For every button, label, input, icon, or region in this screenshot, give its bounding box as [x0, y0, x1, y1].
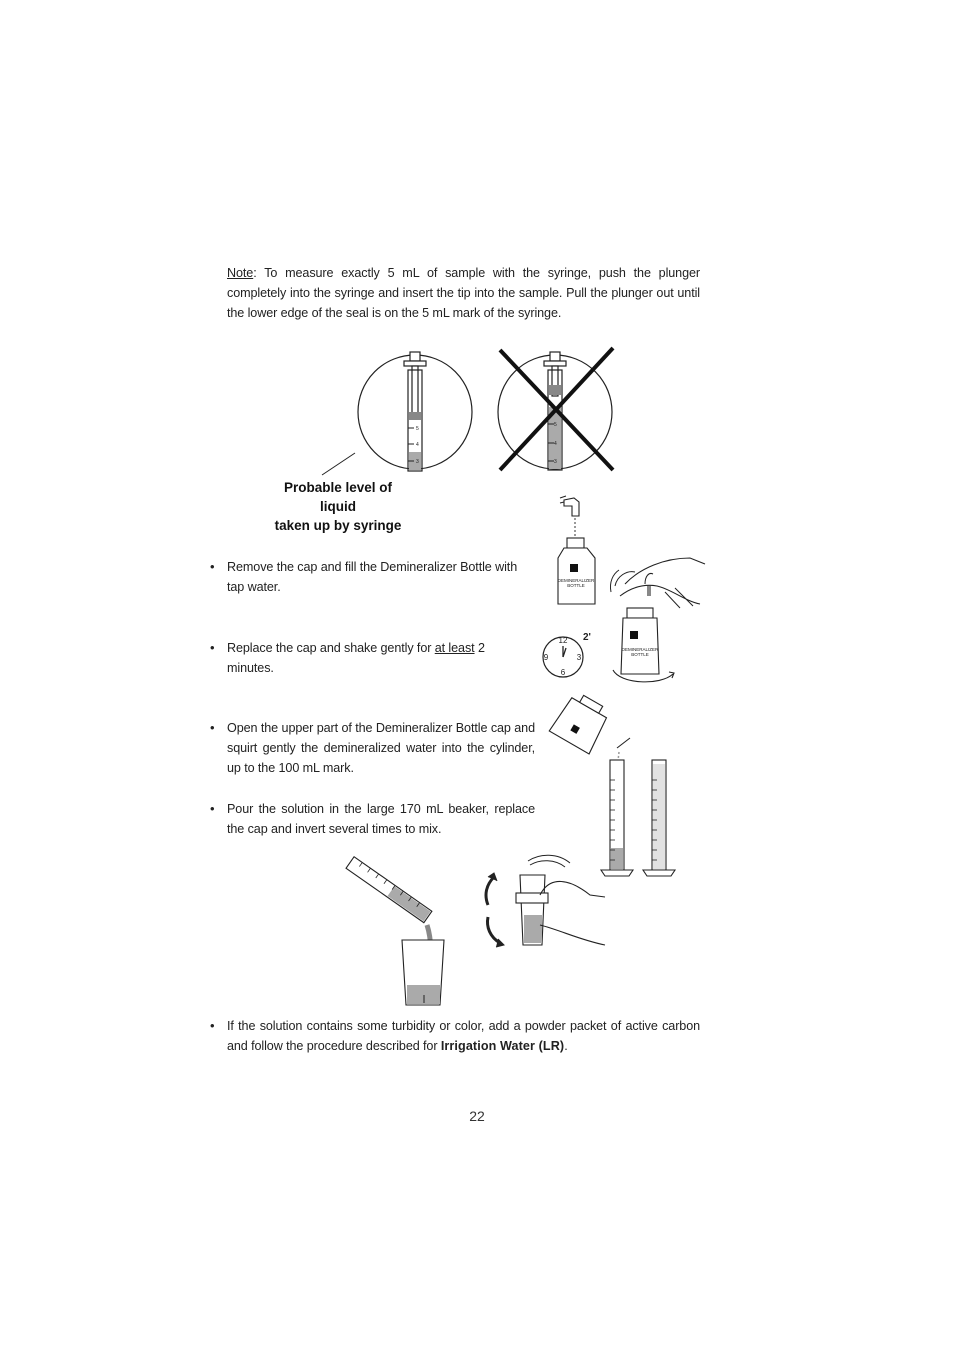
syringe-x-mark-4: 4 [554, 441, 557, 447]
step-2-before: Replace the cap and shake gently for [227, 641, 435, 655]
clock-duration: 2' [583, 632, 591, 643]
tap-filling-bottle-illustration [552, 494, 607, 606]
pour-into-beaker-illustration [332, 845, 452, 1010]
step-1-text: Remove the cap and fill the Demineralizer Bottle with tap water. [227, 560, 518, 594]
clock-6: 6 [560, 668, 566, 677]
syringe-mark-5: 5 [416, 426, 419, 432]
bottle-label-1: DEMINERALIZER [557, 578, 595, 583]
step-2-underline: at least [434, 641, 475, 655]
syringe-mark-3: 3 [416, 459, 419, 465]
note-text: : To measure exactly 5 mL of sample with the syringe, push the plunger completely into the syringe and insert the tip into the sample. Pull the plunger out until the lower edge of the seal is on the 5 mL mark of the syringe. [227, 266, 700, 320]
bottle-label-2: BOTTLE [567, 583, 585, 588]
clock-icon [536, 632, 596, 678]
step-3-text: Open the upper part of the Demineralizer Bottle cap and squirt gently the demineralized water into the cylinder, up to the 100 mL mark. [227, 721, 535, 775]
bottle-shake-label-1: DEMINERALIZER [621, 647, 659, 652]
bullet-3: • [210, 720, 215, 735]
step-4-text: Pour the solution in the large 170 mL beaker, replace the cap and invert several times to mix. [227, 802, 535, 836]
note-label: Note [227, 266, 254, 280]
step-5-after: . [564, 1039, 568, 1053]
caption-line-2: taken up by syringe [274, 518, 402, 533]
bullet-5: • [210, 1018, 215, 1033]
clock-3: 3 [576, 653, 582, 662]
clock-9: 9 [543, 653, 549, 662]
hand-shaking-bottle-illustration [605, 556, 710, 686]
bullet-2: • [210, 640, 215, 655]
syringe-correct-illustration [355, 350, 475, 475]
bottle-shake-label-2: BOTTLE [631, 652, 649, 657]
step-2-after: 2 minutes. [227, 641, 485, 675]
note-paragraph [227, 263, 700, 323]
squirt-into-cylinder-illustration [555, 700, 690, 880]
step-2-text [227, 638, 527, 678]
syringe-incorrect-illustration [495, 345, 620, 475]
caption-line-1: Probable level of liquid [283, 480, 393, 514]
page-number: 22 [469, 1108, 485, 1124]
step-5-bold: Irrigation Water (LR) [440, 1039, 565, 1053]
step-5-text [227, 1016, 700, 1056]
bullet-1: • [210, 559, 215, 574]
invert-beaker-illustration [480, 855, 610, 960]
bullet-4: • [210, 801, 215, 816]
syringe-caption [268, 478, 408, 535]
step-5-before: If the solution contains some turbidity or color, add a powder packet of active carbon and follow the procedure described for [227, 1019, 700, 1053]
clock-12: 12 [558, 636, 568, 645]
syringe-x-mark-5: 5 [554, 422, 557, 428]
syringe-mark-4: 4 [416, 442, 419, 448]
syringe-x-mark-3: 3 [554, 459, 557, 465]
